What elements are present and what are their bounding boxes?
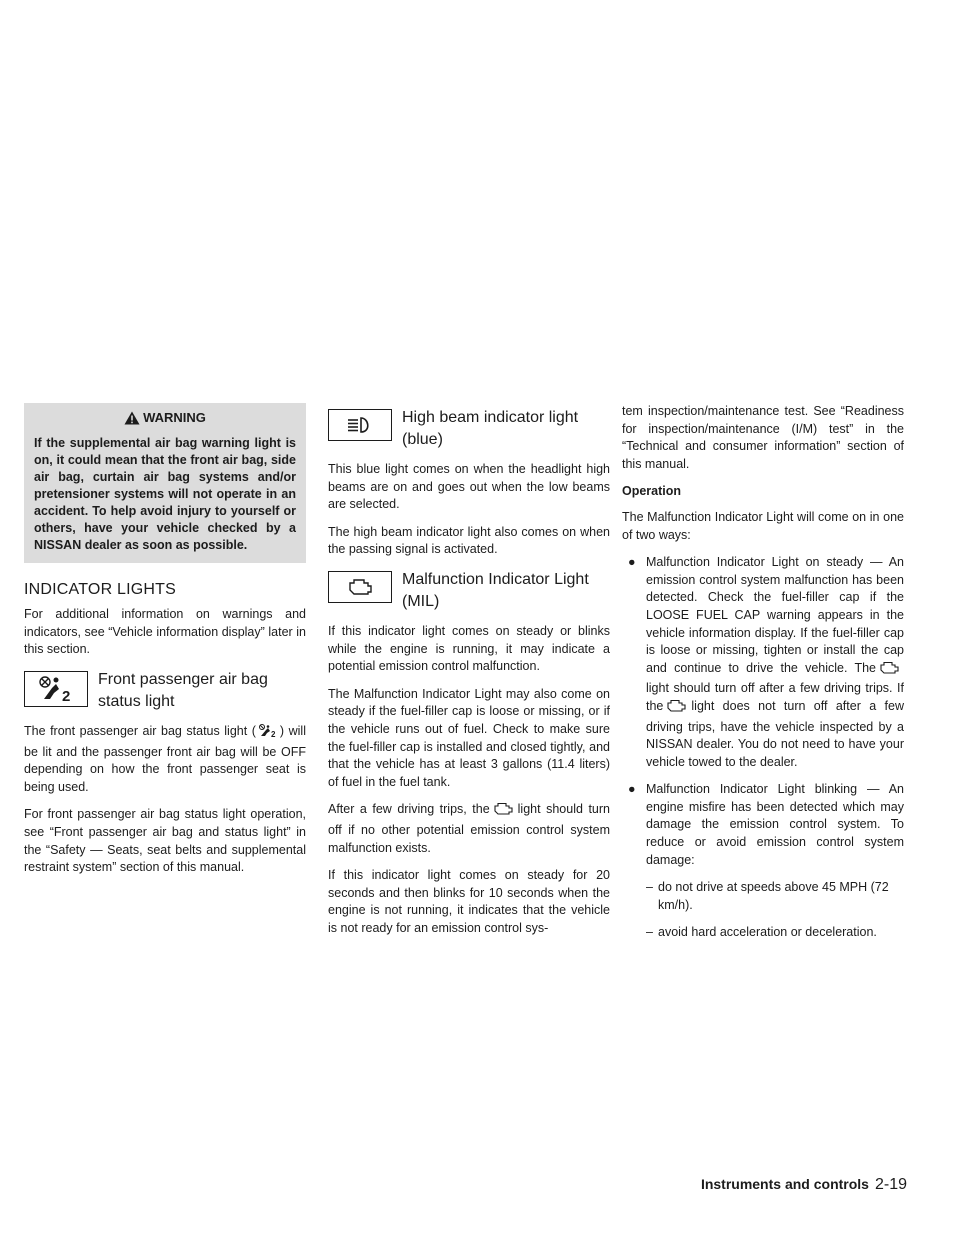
high-beam-title: High beam indicator light (blue) (402, 409, 579, 448)
mil-title: Malfunction Indicator Light (MIL) (402, 570, 589, 610)
footer-section-title: Instruments and controls (700, 1176, 869, 1192)
indicator-lights-title: INDICATOR LIGHTS (24, 580, 176, 598)
list-item: ● Malfunction Indicator Light on steady — An emission control system malfunction has been detected. Check the fuel-filler cap if the LOOSE FUEL CAP warning appears in the vehicle information display. If the fuel-filler cap is loose or missing, tighten or install the cap and continue to drive the vehicle. Thelight should turn off after a few driving trips. If the light does not turn off after a few driving trips, have the vehicle inspected by a NISSAN dealer. You do not need to have your vehicle towed to the dealer. (628, 555, 904, 769)
warning-header (34, 409, 296, 427)
warning-text: If the supplemental air bag warning light is on, it could mean that the front air bag, side air bag, curtain air bag systems and/or pretensioner systems will not operate in an accident. To help avoid injury to yourself or others, have your vehicle checked by a NISSAN dealer as soon as possible. (34, 435, 296, 552)
warning-box (24, 403, 306, 563)
check-engine-inline-icon (492, 802, 516, 822)
column-3 (622, 403, 904, 952)
mil-paragraph-4-part-2: tem inspection/maintenance test. See “Readiness for inspection/maintenance (I/M) test” in the “Technical and consumer information” section of this manual. (622, 404, 904, 471)
column-2 (328, 403, 610, 937)
mil-paragraph-2: The Malfunction Indicator Light may also come on steady if the fuel-filler cap is loose or missing, or if the vehicle runs out of fuel. Check to make sure the fuel-filler cap is installed and closed tightly, and that the vehicle has at least 3 gallons (11.4 liters) of fuel in the fuel tank. (328, 686, 610, 789)
passenger-airbag-heading (24, 669, 306, 713)
operation-intro: The Malfunction Indicator Light will come on in one of two ways: (622, 509, 904, 542)
mil-heading (328, 569, 610, 613)
high-beam-paragraph-1: This blue light comes on when the headlight high beams are on and goes out when the low beams are selected. (328, 462, 610, 512)
operation-list (622, 554, 904, 869)
check-engine-inline-icon (878, 661, 902, 681)
high-beam-icon (328, 409, 392, 441)
operation-heading: Operation (622, 484, 682, 499)
column-1 (24, 403, 306, 887)
mil-paragraph-4-part-1: If this indicator light comes on steady for 20 seconds and then blinks for 10 seconds when the engine is not running, it indicates that the vehicle is not ready for an emission control sys- (328, 868, 610, 935)
passenger-airbag-status-icon (24, 671, 88, 707)
passenger-airbag-inline-icon (258, 724, 278, 744)
warning-triangle-icon (124, 411, 140, 425)
dash-item-2: – avoid hard acceleration or deceleration. (646, 925, 877, 940)
page-footer (622, 1176, 907, 1194)
passenger-airbag-paragraph-2: For front passenger air bag status light operation, see “Front passenger air bag and status light” in the “Safety — Seats, seat belts and supplemental restraint system” section of this manual. (24, 807, 306, 875)
warning-title: WARNING (143, 410, 206, 425)
svg-text:2: 2 (62, 687, 71, 703)
high-beam-paragraph-2: The high beam indicator light also comes on when the passing signal is activated. (328, 524, 610, 557)
check-engine-inline-icon (665, 699, 689, 719)
indicator-intro: For additional information on warnings and indicators, see “Vehicle information display” later in this section. (24, 607, 306, 657)
passenger-airbag-paragraph-1: The front passenger air bag status light ( 2 ) will be lit and the passenger front air bag will be OFF depending on how the front passenger seat is being used. (24, 723, 306, 794)
dash-item-1: – do not drive at speeds above 45 MPH (72 km/h). (646, 880, 889, 912)
page-number: 2-19 (874, 1176, 907, 1193)
mil-paragraph-3: After a few driving trips, the light should turn off if no other potential emission control system malfunction exists. (328, 802, 610, 855)
list-item: ● Malfunction Indicator Light blinking — An engine misfire has been detected which may damage the emission control system. To reduce or avoid emission control system damage: (628, 782, 904, 867)
mil-paragraph-1: If this indicator light comes on steady or blinks while the engine is running, it may indicate a potential emission control malfunction. (328, 623, 610, 674)
high-beam-heading (328, 407, 610, 451)
check-engine-icon (328, 571, 392, 603)
passenger-airbag-title: Front passenger air bag status light (98, 670, 268, 710)
svg-text:2: 2 (270, 729, 276, 738)
